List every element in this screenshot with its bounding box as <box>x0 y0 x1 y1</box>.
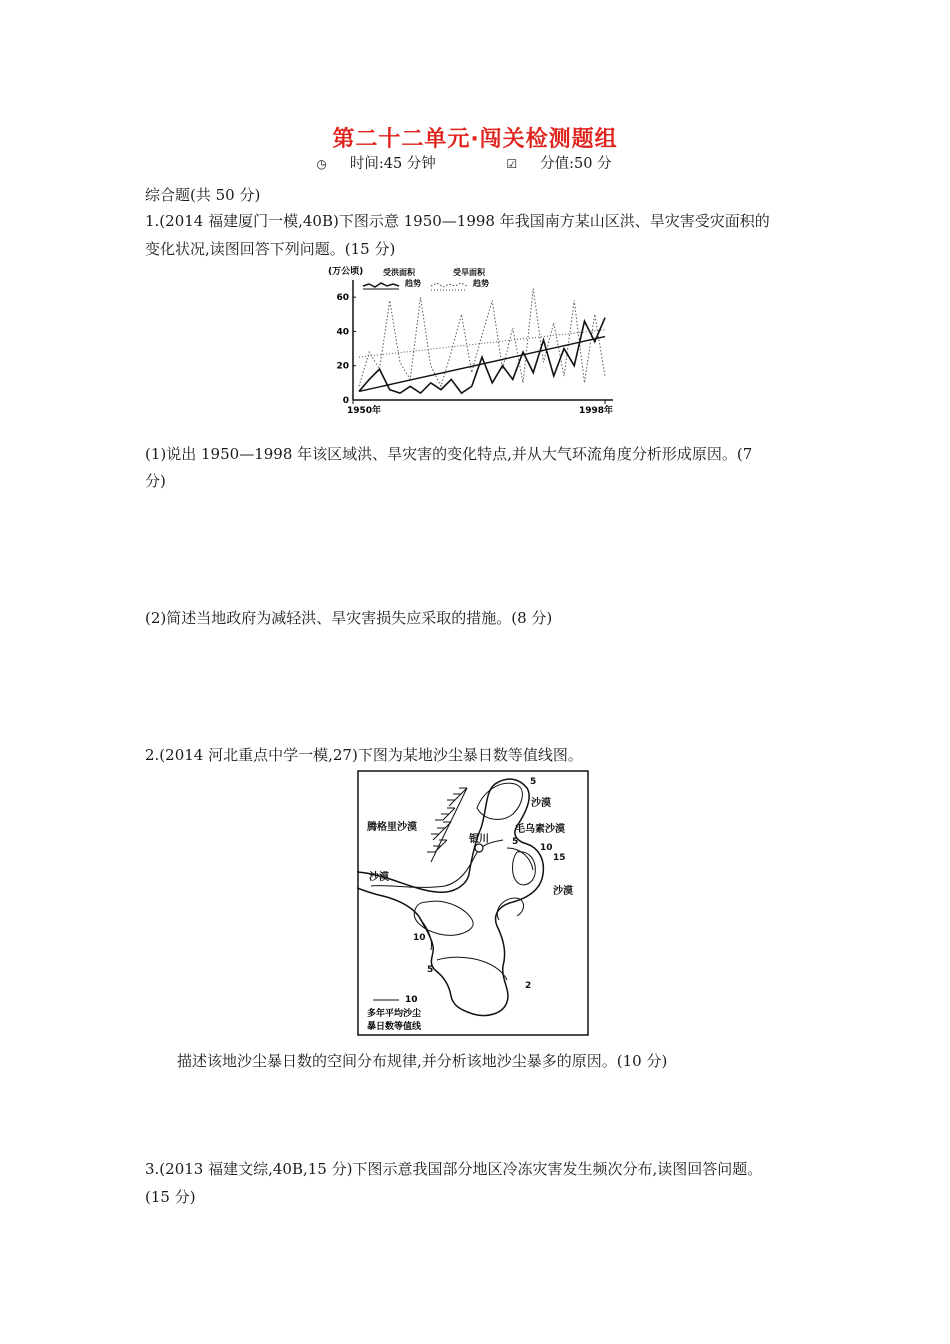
q1-sub2: (2)简述当地政府为减轻洪、旱灾害损失应采取的措施。(8 分) <box>145 609 553 627</box>
q1-sub1-line1: (1)说出 1950—1998 年该区域洪、旱灾害的变化特点,并从大气环流角度分析形成原因。(7 <box>145 445 753 463</box>
x-start-label: 1950年 <box>347 406 382 416</box>
y-tick-label: 40 <box>336 327 349 338</box>
legend-flood-line <box>363 283 399 287</box>
q3-stem-line1: 3.(2013 福建文综,40B,15 分)下图示意我国部分地区冷冻灾害发生频次分布,读图回答问题。 <box>145 1160 763 1178</box>
legend-drought-trend-label: 趋势 <box>473 279 489 288</box>
sandstorm-contour-map <box>357 770 589 1036</box>
legend-drought-label: 受旱面积 <box>453 268 485 277</box>
score-text: 分值:50 分 <box>540 156 612 172</box>
time-info <box>316 152 457 173</box>
y-tick-label: 0 <box>342 396 349 406</box>
flood-trend-line <box>359 337 605 392</box>
legend-flood-trend-label: 趋势 <box>405 279 421 288</box>
page-title: 第二十二单元·闯关检测题组 <box>332 127 618 152</box>
flood-series-line <box>359 318 605 393</box>
plot-area <box>359 289 605 394</box>
legend-drought-line <box>431 283 467 287</box>
label-tengger: 腾格里沙漠 <box>367 822 417 833</box>
contour-value-e15: 15 <box>553 853 566 863</box>
drought-series-line <box>359 289 605 387</box>
city-marker <box>475 844 483 852</box>
q2-stem: 2.(2014 河北重点中学一模,27)下图为某地沙尘暴日数等值线图。 <box>145 746 583 764</box>
q2-question: 描述该地沙尘暴日数的空间分布规律,并分析该地沙尘暴多的原因。(10 分) <box>177 1052 668 1070</box>
map-legend-line2: 暴日数等值线 <box>367 1022 422 1032</box>
contour-value-s2: 2 <box>525 981 532 991</box>
check-icon: ☑ <box>506 157 518 171</box>
y-tick-label: 60 <box>336 293 349 304</box>
time-text: 时间:45 分钟 <box>349 156 436 172</box>
map-legend-line1: 多年平均沙尘 <box>367 1009 422 1019</box>
x-end-label: 1998年 <box>579 406 614 416</box>
disaster-area-chart <box>325 262 625 417</box>
section-heading: 综合题(共 50 分) <box>145 186 261 204</box>
label-mu-us: 毛乌素沙漠 <box>515 824 565 835</box>
y-axis-label: (万公顷) <box>328 267 364 277</box>
map-frame <box>358 771 588 1035</box>
contour-value-w10: 10 <box>413 933 426 943</box>
q1-stem-line1: 1.(2014 福建厦门一模,40B)下图示意 1950—1998 年我国南方某山区洪、旱灾害受灾面积的 <box>145 212 770 230</box>
label-desert-ne: 沙漠 <box>531 798 551 809</box>
contour-value-ne: 5 <box>530 777 537 787</box>
score-info <box>506 152 633 173</box>
clock-icon: ◷ <box>316 157 327 171</box>
label-desert-w: 沙漠 <box>369 872 389 883</box>
legend-flood-label: 受洪面积 <box>383 268 415 277</box>
label-yinchuan: 银川 <box>469 834 489 845</box>
contour-value-center: 5 <box>512 837 519 847</box>
contour-value-w5: 5 <box>427 965 434 975</box>
q1-stem-line2: 变化状况,读图回答下列问题。(15 分) <box>145 240 396 258</box>
label-desert-e: 沙漠 <box>553 886 573 897</box>
q1-sub1-line2: 分) <box>145 472 166 490</box>
contour-value-e10: 10 <box>540 843 553 853</box>
exam-meta <box>0 152 950 173</box>
y-tick-label: 20 <box>336 361 349 372</box>
q3-stem-line2: (15 分) <box>145 1188 196 1206</box>
map-legend-value: 10 <box>405 995 418 1005</box>
